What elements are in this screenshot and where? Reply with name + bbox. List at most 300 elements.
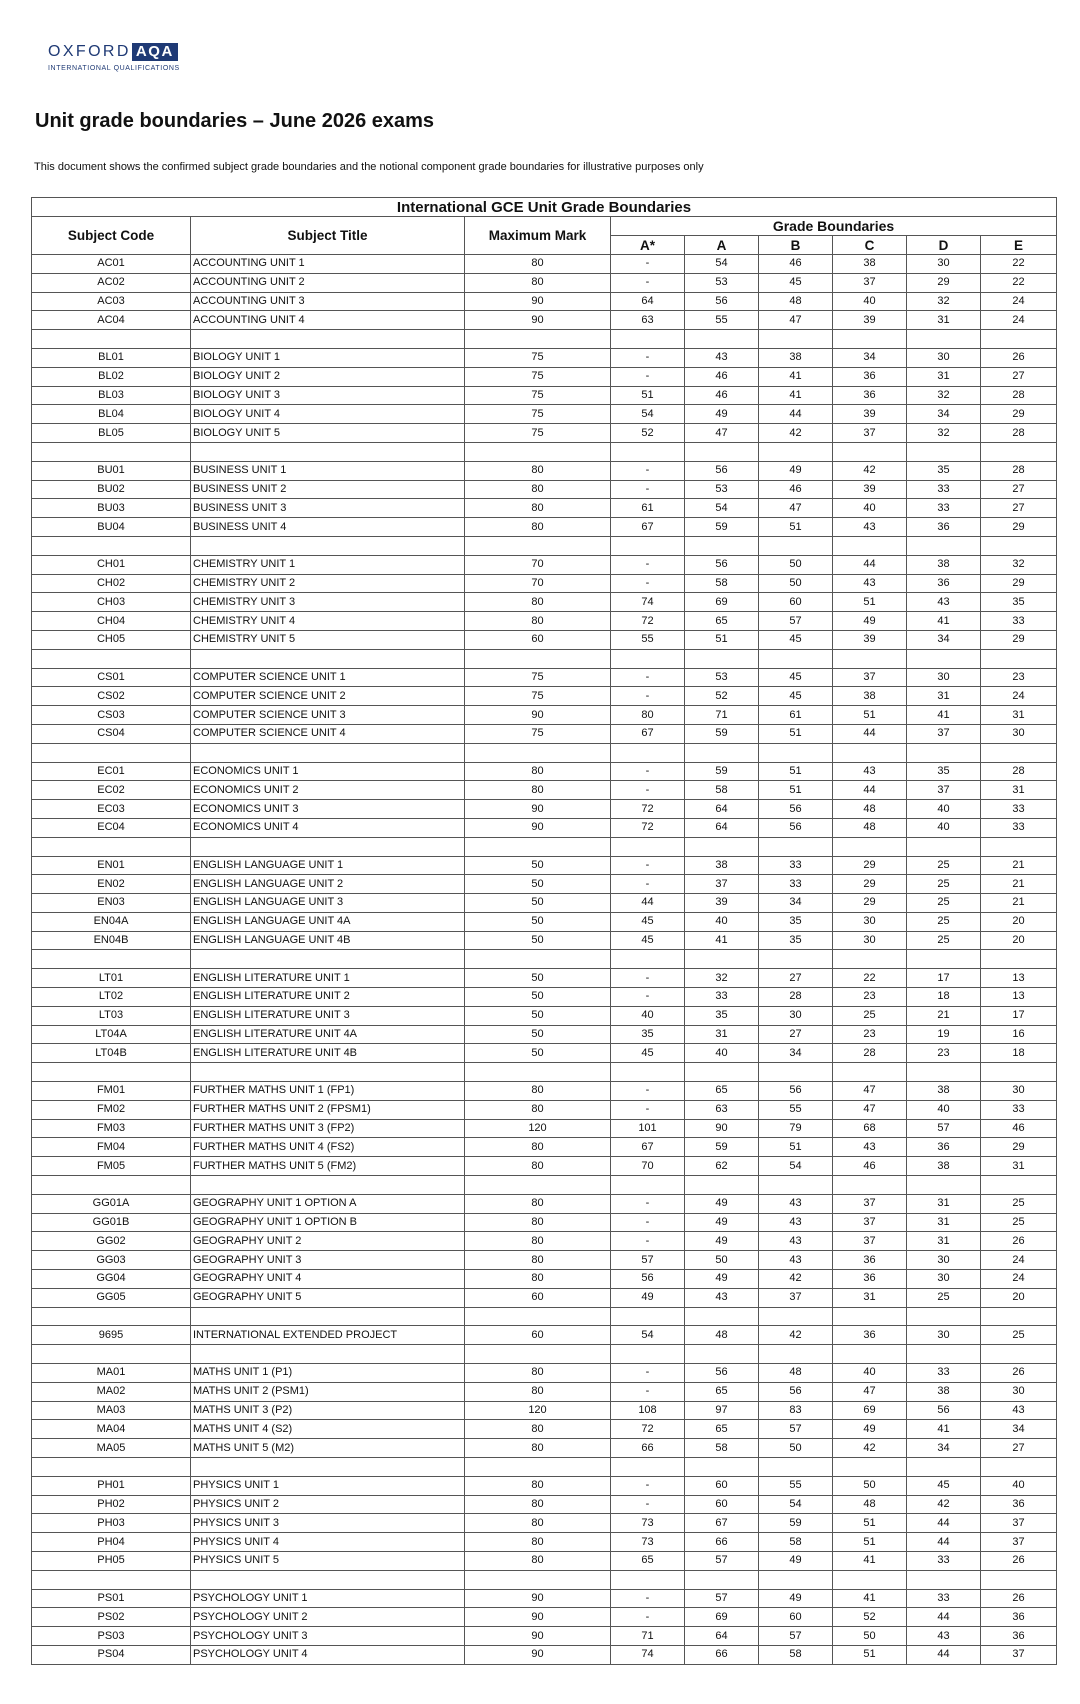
spacer-cell xyxy=(32,1345,191,1364)
header-grade-a-star: A* xyxy=(611,236,685,255)
grade-a-cell: 46 xyxy=(685,367,759,386)
grade-b-cell: 48 xyxy=(759,292,833,311)
grade-c-cell: 51 xyxy=(833,1514,907,1533)
table-row xyxy=(32,348,1057,367)
subject-code-cell: MA05 xyxy=(32,1439,191,1458)
grade-b-cell: 56 xyxy=(759,1082,833,1101)
grade-c-cell: 44 xyxy=(833,724,907,743)
subject-title-cell: PHYSICS UNIT 3 xyxy=(191,1514,465,1533)
grade-b-cell: 43 xyxy=(759,1194,833,1213)
grade-d-cell: 30 xyxy=(907,668,981,687)
header-subject-title: Subject Title xyxy=(191,217,465,255)
subject-title-cell: COMPUTER SCIENCE UNIT 3 xyxy=(191,706,465,725)
spacer-cell xyxy=(981,330,1057,349)
subject-code-cell: FM05 xyxy=(32,1157,191,1176)
subject-title-cell: ENGLISH LANGUAGE UNIT 1 xyxy=(191,856,465,875)
grade-c-cell: 29 xyxy=(833,875,907,894)
grade-e-cell: 37 xyxy=(981,1514,1057,1533)
grade-a-cell: 48 xyxy=(685,1326,759,1345)
maximum-mark-cell: 80 xyxy=(465,1514,611,1533)
table-row xyxy=(32,1608,1057,1627)
grade-a-star-cell: 74 xyxy=(611,593,685,612)
header-subject-code: Subject Code xyxy=(32,217,191,255)
grade-c-cell: 31 xyxy=(833,1288,907,1307)
grade-a-cell: 53 xyxy=(685,273,759,292)
spacer-cell xyxy=(611,536,685,555)
maximum-mark-cell: 75 xyxy=(465,668,611,687)
subject-code-cell: LT04B xyxy=(32,1044,191,1063)
subject-code-cell: EN04A xyxy=(32,912,191,931)
grade-d-cell: 33 xyxy=(907,480,981,499)
grade-e-cell: 32 xyxy=(981,555,1057,574)
table-row xyxy=(32,480,1057,499)
grade-d-cell: 43 xyxy=(907,1627,981,1646)
grade-a-cell: 49 xyxy=(685,1213,759,1232)
grade-a-cell: 49 xyxy=(685,1232,759,1251)
grade-b-cell: 33 xyxy=(759,875,833,894)
grade-d-cell: 41 xyxy=(907,706,981,725)
grade-d-cell: 33 xyxy=(907,499,981,518)
grade-a-star-cell: 67 xyxy=(611,724,685,743)
subject-code-cell: PH02 xyxy=(32,1495,191,1514)
maximum-mark-cell: 70 xyxy=(465,555,611,574)
grade-c-cell: 28 xyxy=(833,1044,907,1063)
subject-title-cell: PHYSICS UNIT 4 xyxy=(191,1533,465,1552)
grade-c-cell: 37 xyxy=(833,424,907,443)
spacer-row xyxy=(32,950,1057,969)
spacer-cell xyxy=(759,743,833,762)
grade-c-cell: 40 xyxy=(833,1364,907,1383)
subject-code-cell: BL04 xyxy=(32,405,191,424)
subject-title-cell: CHEMISTRY UNIT 2 xyxy=(191,574,465,593)
subject-title-cell: MATHS UNIT 1 (P1) xyxy=(191,1364,465,1383)
grade-d-cell: 30 xyxy=(907,1270,981,1289)
grade-e-cell: 40 xyxy=(981,1476,1057,1495)
subject-code-cell: CS03 xyxy=(32,706,191,725)
grade-c-cell: 43 xyxy=(833,1138,907,1157)
subject-title-cell: FURTHER MATHS UNIT 4 (FS2) xyxy=(191,1138,465,1157)
spacer-cell xyxy=(191,1176,465,1195)
table-row xyxy=(32,1251,1057,1270)
spacer-cell xyxy=(833,1345,907,1364)
grade-d-cell: 36 xyxy=(907,1138,981,1157)
grade-a-star-cell: 101 xyxy=(611,1119,685,1138)
grade-c-cell: 36 xyxy=(833,386,907,405)
grade-a-star-cell: - xyxy=(611,255,685,274)
subject-code-cell: PS01 xyxy=(32,1589,191,1608)
grade-e-cell: 29 xyxy=(981,1138,1057,1157)
spacer-cell xyxy=(907,649,981,668)
spacer-cell xyxy=(32,1570,191,1589)
maximum-mark-cell: 80 xyxy=(465,1382,611,1401)
grade-e-cell: 26 xyxy=(981,348,1057,367)
grade-d-cell: 23 xyxy=(907,1044,981,1063)
subject-code-cell: CH01 xyxy=(32,555,191,574)
subject-title-cell: ECONOMICS UNIT 2 xyxy=(191,781,465,800)
spacer-cell xyxy=(833,1063,907,1082)
maximum-mark-cell: 70 xyxy=(465,574,611,593)
grade-c-cell: 44 xyxy=(833,781,907,800)
spacer-cell xyxy=(981,536,1057,555)
grade-d-cell: 41 xyxy=(907,1420,981,1439)
grade-a-star-cell: - xyxy=(611,480,685,499)
table-row xyxy=(32,593,1057,612)
table-row xyxy=(32,668,1057,687)
logo-wordmark xyxy=(48,42,180,61)
spacer-row xyxy=(32,1176,1057,1195)
spacer-cell xyxy=(32,1063,191,1082)
grade-d-cell: 31 xyxy=(907,367,981,386)
maximum-mark-cell: 90 xyxy=(465,1627,611,1646)
grade-a-cell: 31 xyxy=(685,1025,759,1044)
grade-d-cell: 44 xyxy=(907,1514,981,1533)
grade-b-cell: 42 xyxy=(759,1326,833,1345)
spacer-cell xyxy=(32,442,191,461)
grade-e-cell: 24 xyxy=(981,1251,1057,1270)
maximum-mark-cell: 75 xyxy=(465,724,611,743)
subject-code-cell: LT01 xyxy=(32,969,191,988)
grade-b-cell: 51 xyxy=(759,781,833,800)
spacer-cell xyxy=(833,950,907,969)
subject-code-cell: BU03 xyxy=(32,499,191,518)
grade-b-cell: 79 xyxy=(759,1119,833,1138)
spacer-cell xyxy=(759,330,833,349)
subject-title-cell: ENGLISH LITERATURE UNIT 3 xyxy=(191,1006,465,1025)
grade-d-cell: 38 xyxy=(907,1082,981,1101)
spacer-cell xyxy=(685,1570,759,1589)
subject-title-cell: GEOGRAPHY UNIT 1 OPTION A xyxy=(191,1194,465,1213)
spacer-cell xyxy=(32,649,191,668)
spacer-cell xyxy=(685,950,759,969)
subject-code-cell: CH05 xyxy=(32,630,191,649)
grade-a-cell: 58 xyxy=(685,781,759,800)
grade-a-star-cell: 67 xyxy=(611,518,685,537)
spacer-cell xyxy=(465,1570,611,1589)
spacer-cell xyxy=(191,442,465,461)
subject-title-cell: FURTHER MATHS UNIT 2 (FPSM1) xyxy=(191,1100,465,1119)
grade-d-cell: 31 xyxy=(907,1232,981,1251)
table-caption: International GCE Unit Grade Boundaries xyxy=(32,198,1057,217)
spacer-cell xyxy=(32,743,191,762)
grade-d-cell: 37 xyxy=(907,724,981,743)
grade-e-cell: 13 xyxy=(981,988,1057,1007)
grade-b-cell: 49 xyxy=(759,1551,833,1570)
grade-a-star-cell: - xyxy=(611,1495,685,1514)
grade-b-cell: 41 xyxy=(759,386,833,405)
subject-title-cell: GEOGRAPHY UNIT 3 xyxy=(191,1251,465,1270)
grade-b-cell: 51 xyxy=(759,724,833,743)
spacer-cell xyxy=(611,1307,685,1326)
maximum-mark-cell: 75 xyxy=(465,367,611,386)
spacer-cell xyxy=(833,1307,907,1326)
spacer-cell xyxy=(191,950,465,969)
maximum-mark-cell: 60 xyxy=(465,630,611,649)
grade-b-cell: 60 xyxy=(759,593,833,612)
grade-a-cell: 60 xyxy=(685,1495,759,1514)
spacer-cell xyxy=(685,536,759,555)
grade-d-cell: 25 xyxy=(907,856,981,875)
subject-title-cell: ECONOMICS UNIT 4 xyxy=(191,818,465,837)
table-row xyxy=(32,1157,1057,1176)
grade-d-cell: 30 xyxy=(907,1251,981,1270)
spacer-cell xyxy=(981,1307,1057,1326)
spacer-cell xyxy=(191,1063,465,1082)
maximum-mark-cell: 90 xyxy=(465,1589,611,1608)
grade-c-cell: 43 xyxy=(833,518,907,537)
grade-b-cell: 56 xyxy=(759,1382,833,1401)
grade-a-cell: 97 xyxy=(685,1401,759,1420)
grade-c-cell: 38 xyxy=(833,255,907,274)
subject-title-cell: CHEMISTRY UNIT 1 xyxy=(191,555,465,574)
grade-a-cell: 59 xyxy=(685,724,759,743)
grade-e-cell: 27 xyxy=(981,1439,1057,1458)
spacer-cell xyxy=(907,1345,981,1364)
grade-c-cell: 23 xyxy=(833,988,907,1007)
grade-c-cell: 48 xyxy=(833,818,907,837)
spacer-cell xyxy=(465,1307,611,1326)
grade-a-star-cell: - xyxy=(611,574,685,593)
maximum-mark-cell: 90 xyxy=(465,1608,611,1627)
grade-a-cell: 37 xyxy=(685,875,759,894)
maximum-mark-cell: 90 xyxy=(465,1645,611,1664)
grade-e-cell: 21 xyxy=(981,856,1057,875)
table-row xyxy=(32,1589,1057,1608)
grade-e-cell: 26 xyxy=(981,1232,1057,1251)
spacer-row xyxy=(32,1345,1057,1364)
maximum-mark-cell: 80 xyxy=(465,1138,611,1157)
spacer-cell xyxy=(981,1345,1057,1364)
grade-c-cell: 36 xyxy=(833,1326,907,1345)
grade-c-cell: 41 xyxy=(833,1551,907,1570)
grade-b-cell: 45 xyxy=(759,273,833,292)
subject-title-cell: BIOLOGY UNIT 2 xyxy=(191,367,465,386)
grade-e-cell: 20 xyxy=(981,1288,1057,1307)
grade-c-cell: 68 xyxy=(833,1119,907,1138)
spacer-cell xyxy=(907,536,981,555)
grade-b-cell: 54 xyxy=(759,1157,833,1176)
grade-a-star-cell: - xyxy=(611,1194,685,1213)
subject-code-cell: PH04 xyxy=(32,1533,191,1552)
grade-a-star-cell: 45 xyxy=(611,1044,685,1063)
maximum-mark-cell: 80 xyxy=(465,1439,611,1458)
spacer-cell xyxy=(907,837,981,856)
table-body xyxy=(32,255,1057,1665)
grade-a-star-cell: - xyxy=(611,668,685,687)
grade-a-star-cell: 45 xyxy=(611,912,685,931)
spacer-cell xyxy=(685,1176,759,1195)
subject-code-cell: EC04 xyxy=(32,818,191,837)
subject-title-cell: BUSINESS UNIT 1 xyxy=(191,461,465,480)
subject-code-cell: AC01 xyxy=(32,255,191,274)
grade-a-cell: 49 xyxy=(685,405,759,424)
grade-a-cell: 55 xyxy=(685,311,759,330)
subject-title-cell: ECONOMICS UNIT 1 xyxy=(191,762,465,781)
logo-subtitle: INTERNATIONAL QUALIFICATIONS xyxy=(48,65,180,72)
subject-code-cell: PH05 xyxy=(32,1551,191,1570)
grade-d-cell: 35 xyxy=(907,461,981,480)
grade-c-cell: 69 xyxy=(833,1401,907,1420)
grade-b-cell: 50 xyxy=(759,555,833,574)
spacer-row xyxy=(32,649,1057,668)
grade-b-cell: 42 xyxy=(759,1270,833,1289)
grade-b-cell: 49 xyxy=(759,461,833,480)
maximum-mark-cell: 75 xyxy=(465,405,611,424)
grade-d-cell: 43 xyxy=(907,593,981,612)
grade-a-star-cell: - xyxy=(611,461,685,480)
grade-e-cell: 26 xyxy=(981,1589,1057,1608)
table-row xyxy=(32,1100,1057,1119)
grade-c-cell: 42 xyxy=(833,1439,907,1458)
maximum-mark-cell: 80 xyxy=(465,461,611,480)
grade-c-cell: 43 xyxy=(833,574,907,593)
spacer-cell xyxy=(981,950,1057,969)
maximum-mark-cell: 80 xyxy=(465,1533,611,1552)
spacer-cell xyxy=(759,837,833,856)
spacer-cell xyxy=(685,330,759,349)
maximum-mark-cell: 50 xyxy=(465,1006,611,1025)
maximum-mark-cell: 80 xyxy=(465,1213,611,1232)
spacer-cell xyxy=(611,1570,685,1589)
grade-b-cell: 50 xyxy=(759,574,833,593)
grade-a-cell: 57 xyxy=(685,1551,759,1570)
spacer-cell xyxy=(465,1458,611,1477)
grade-d-cell: 34 xyxy=(907,630,981,649)
subject-title-cell: ACCOUNTING UNIT 4 xyxy=(191,311,465,330)
grade-d-cell: 44 xyxy=(907,1608,981,1627)
spacer-cell xyxy=(907,1458,981,1477)
subject-title-cell: PSYCHOLOGY UNIT 3 xyxy=(191,1627,465,1646)
grade-a-star-cell: 72 xyxy=(611,1420,685,1439)
spacer-cell xyxy=(833,1176,907,1195)
grade-a-cell: 54 xyxy=(685,255,759,274)
grade-c-cell: 51 xyxy=(833,1645,907,1664)
spacer-cell xyxy=(981,1458,1057,1477)
subject-code-cell: BL02 xyxy=(32,367,191,386)
grade-a-cell: 65 xyxy=(685,1082,759,1101)
spacer-cell xyxy=(465,536,611,555)
subject-code-cell: FM04 xyxy=(32,1138,191,1157)
spacer-cell xyxy=(833,1458,907,1477)
subject-title-cell: GEOGRAPHY UNIT 5 xyxy=(191,1288,465,1307)
grade-c-cell: 30 xyxy=(833,912,907,931)
grade-a-cell: 40 xyxy=(685,1044,759,1063)
spacer-cell xyxy=(191,1307,465,1326)
spacer-cell xyxy=(833,536,907,555)
subject-code-cell: CH03 xyxy=(32,593,191,612)
subject-title-cell: PHYSICS UNIT 2 xyxy=(191,1495,465,1514)
table-row xyxy=(32,706,1057,725)
subject-title-cell: ENGLISH LANGUAGE UNIT 2 xyxy=(191,875,465,894)
grade-e-cell: 28 xyxy=(981,461,1057,480)
subject-title-cell: ENGLISH LANGUAGE UNIT 4A xyxy=(191,912,465,931)
grade-b-cell: 58 xyxy=(759,1645,833,1664)
grade-a-star-cell: 72 xyxy=(611,800,685,819)
subject-title-cell: ACCOUNTING UNIT 3 xyxy=(191,292,465,311)
subject-code-cell: PS02 xyxy=(32,1608,191,1627)
grade-a-star-cell: - xyxy=(611,1213,685,1232)
grade-a-star-cell: 56 xyxy=(611,1270,685,1289)
grade-b-cell: 51 xyxy=(759,762,833,781)
subject-title-cell: GEOGRAPHY UNIT 1 OPTION B xyxy=(191,1213,465,1232)
subject-code-cell: EC01 xyxy=(32,762,191,781)
grade-d-cell: 17 xyxy=(907,969,981,988)
grade-e-cell: 24 xyxy=(981,1270,1057,1289)
maximum-mark-cell: 50 xyxy=(465,856,611,875)
grade-e-cell: 26 xyxy=(981,1364,1057,1383)
table-row xyxy=(32,1194,1057,1213)
maximum-mark-cell: 80 xyxy=(465,1420,611,1439)
grade-a-star-cell: - xyxy=(611,988,685,1007)
grade-e-cell: 36 xyxy=(981,1608,1057,1627)
subject-title-cell: ACCOUNTING UNIT 1 xyxy=(191,255,465,274)
grade-d-cell: 31 xyxy=(907,1194,981,1213)
grade-c-cell: 44 xyxy=(833,555,907,574)
subject-title-cell: COMPUTER SCIENCE UNIT 1 xyxy=(191,668,465,687)
grade-e-cell: 24 xyxy=(981,292,1057,311)
spacer-cell xyxy=(32,1176,191,1195)
maximum-mark-cell: 50 xyxy=(465,988,611,1007)
grade-a-star-cell: 71 xyxy=(611,1627,685,1646)
spacer-cell xyxy=(907,330,981,349)
maximum-mark-cell: 90 xyxy=(465,706,611,725)
spacer-cell xyxy=(465,743,611,762)
grade-a-cell: 59 xyxy=(685,1138,759,1157)
table-row xyxy=(32,1476,1057,1495)
table-row xyxy=(32,1025,1057,1044)
grade-a-cell: 35 xyxy=(685,1006,759,1025)
grade-e-cell: 27 xyxy=(981,367,1057,386)
grade-a-star-cell: - xyxy=(611,1364,685,1383)
grade-c-cell: 39 xyxy=(833,405,907,424)
subject-title-cell: PSYCHOLOGY UNIT 4 xyxy=(191,1645,465,1664)
grade-c-cell: 39 xyxy=(833,311,907,330)
maximum-mark-cell: 80 xyxy=(465,255,611,274)
grade-a-star-cell: - xyxy=(611,555,685,574)
grade-a-star-cell: 66 xyxy=(611,1439,685,1458)
grade-c-cell: 37 xyxy=(833,1232,907,1251)
grade-c-cell: 37 xyxy=(833,668,907,687)
grade-a-cell: 53 xyxy=(685,480,759,499)
grade-a-star-cell: 70 xyxy=(611,1157,685,1176)
grade-a-star-cell: 65 xyxy=(611,1551,685,1570)
grade-d-cell: 31 xyxy=(907,311,981,330)
maximum-mark-cell: 80 xyxy=(465,1495,611,1514)
table-row xyxy=(32,969,1057,988)
subject-title-cell: CHEMISTRY UNIT 5 xyxy=(191,630,465,649)
grade-d-cell: 56 xyxy=(907,1401,981,1420)
subject-title-cell: BUSINESS UNIT 2 xyxy=(191,480,465,499)
maximum-mark-cell: 50 xyxy=(465,931,611,950)
header-maximum-mark: Maximum Mark xyxy=(465,217,611,255)
subject-title-cell: ENGLISH LITERATURE UNIT 2 xyxy=(191,988,465,1007)
grade-b-cell: 51 xyxy=(759,1138,833,1157)
table-row xyxy=(32,912,1057,931)
subject-code-cell: PS03 xyxy=(32,1627,191,1646)
subject-title-cell: COMPUTER SCIENCE UNIT 2 xyxy=(191,687,465,706)
oxford-aqa-logo xyxy=(48,42,180,72)
grade-e-cell: 30 xyxy=(981,724,1057,743)
subject-code-cell: FM03 xyxy=(32,1119,191,1138)
table-row xyxy=(32,818,1057,837)
spacer-cell xyxy=(465,649,611,668)
subject-title-cell: ECONOMICS UNIT 3 xyxy=(191,800,465,819)
table-row xyxy=(32,875,1057,894)
grade-a-cell: 56 xyxy=(685,292,759,311)
grade-a-cell: 51 xyxy=(685,630,759,649)
subject-title-cell: PSYCHOLOGY UNIT 1 xyxy=(191,1589,465,1608)
grade-a-cell: 60 xyxy=(685,1476,759,1495)
grade-d-cell: 38 xyxy=(907,555,981,574)
